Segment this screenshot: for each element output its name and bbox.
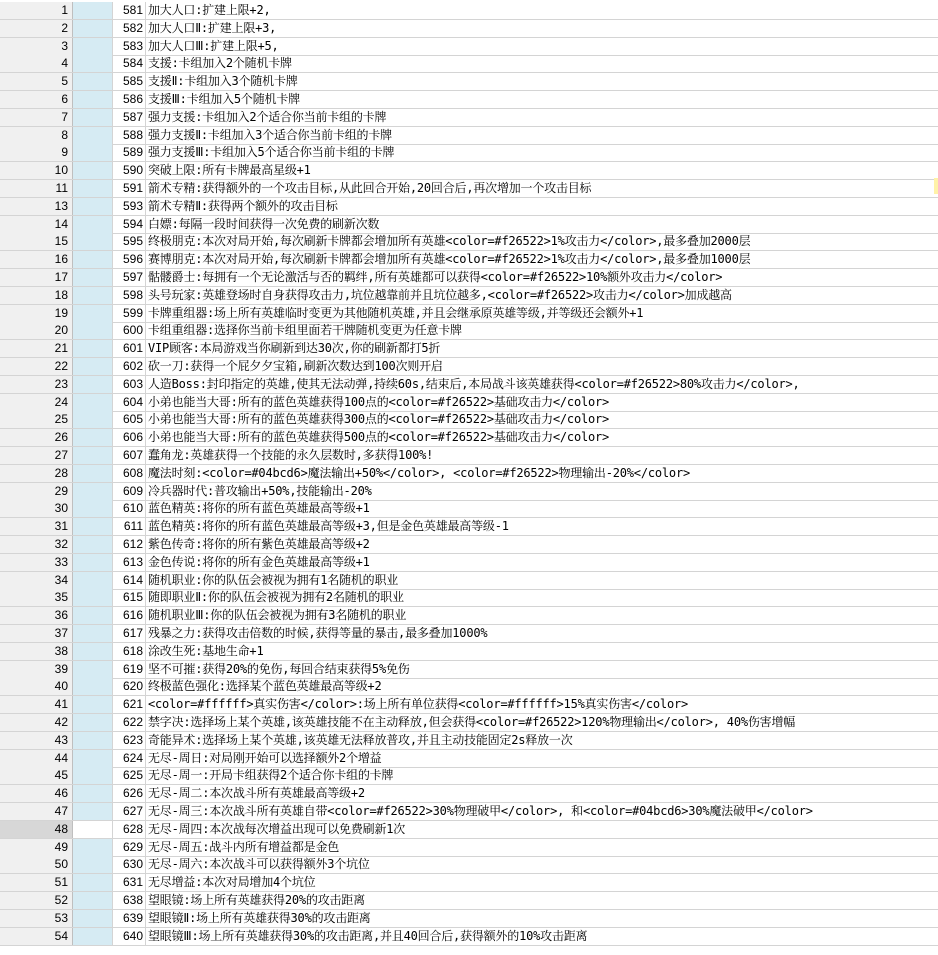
description-cell[interactable]: 箭术专精Ⅱ:获得两个额外的攻击目标 — [148, 198, 338, 213]
highlighted-cell[interactable] — [73, 856, 113, 873]
row-number-header[interactable]: 39 — [0, 661, 73, 678]
table-row — [0, 839, 938, 857]
table-row — [0, 411, 938, 429]
highlighted-cell[interactable] — [73, 20, 113, 37]
id-cell[interactable]: 603 — [113, 376, 146, 393]
row-number-header[interactable]: 10 — [0, 162, 73, 179]
description-cell[interactable]: 人造Boss:封印指定的英雄,使其无法动弹,持续60s,结束后,本局战斗该英雄获得<color=#f26522>80%攻击力</color>, — [148, 376, 800, 391]
id-cell[interactable]: 606 — [113, 429, 146, 446]
table-row — [0, 465, 938, 483]
description-cell[interactable]: 魔法时刻:<color=#04bcd6>魔法输出+50%</color>, <color=#f26522>物理输出-20%</color> — [148, 465, 691, 480]
highlighted-cell[interactable] — [73, 483, 113, 500]
description-cell[interactable]: 骷髅爵士:每拥有一个无论激活与否的羁绊,所有英雄都可以获得<color=#f26522>10%额外攻击力</color> — [148, 270, 723, 284]
row-number-header[interactable]: 17 — [0, 269, 73, 286]
table-row — [0, 340, 938, 358]
id-cell[interactable]: 618 — [113, 643, 146, 660]
row-number-header[interactable]: 50 — [0, 856, 73, 873]
row-number-header[interactable]: 9 — [0, 144, 73, 161]
row-number-header[interactable]: 44 — [0, 750, 73, 767]
row-number-header[interactable]: 5 — [0, 73, 73, 90]
table-row — [0, 821, 938, 839]
id-cell[interactable]: 625 — [113, 767, 146, 784]
table-row — [0, 144, 938, 162]
row-number-header[interactable]: 3 — [0, 38, 73, 55]
description-cell[interactable]: 加大人口:扩建上限+2, — [148, 3, 271, 17]
id-cell[interactable]: 596 — [113, 251, 146, 268]
table-row — [0, 91, 938, 109]
highlighted-cell[interactable] — [73, 127, 113, 144]
highlighted-cell[interactable] — [73, 180, 113, 197]
description-cell[interactable]: 小弟也能当大哥:所有的蓝色英雄获得100点的<color=#f26522>基础攻击力</color> — [148, 394, 610, 409]
highlighted-cell[interactable] — [73, 38, 113, 55]
table-row — [0, 661, 938, 679]
id-cell[interactable]: 584 — [113, 55, 146, 72]
description-cell[interactable]: 无尽-周一:开局卡组获得2个适合你卡组的卡牌 — [148, 768, 394, 783]
table-row — [0, 856, 938, 874]
table-row — [0, 38, 938, 56]
row-number-header[interactable]: 51 — [0, 874, 73, 891]
description-cell[interactable]: 奇能异术:选择场上某个英雄,该英雄无法释放普攻,并且主动技能固定2s释放一次 — [148, 732, 573, 747]
id-cell[interactable]: 585 — [113, 73, 146, 90]
id-cell[interactable]: 604 — [113, 394, 146, 411]
row-number-header[interactable]: 45 — [0, 767, 73, 784]
id-cell[interactable]: 610 — [113, 500, 146, 517]
highlighted-cell[interactable] — [73, 376, 113, 393]
highlighted-cell[interactable] — [73, 340, 113, 357]
row-number-header[interactable]: 18 — [0, 287, 73, 304]
highlighted-cell[interactable] — [73, 572, 113, 589]
highlighted-cell[interactable] — [73, 767, 113, 784]
highlighted-cell[interactable] — [73, 73, 113, 90]
highlighted-cell[interactable] — [73, 269, 113, 286]
id-cell[interactable]: 595 — [113, 233, 146, 250]
highlighted-cell[interactable] — [73, 322, 113, 339]
id-cell[interactable]: 639 — [113, 910, 146, 927]
id-cell[interactable]: 630 — [113, 856, 146, 873]
description-cell[interactable]: 无尽-周六:本次战斗可以获得额外3个坑位 — [148, 857, 370, 872]
description-cell[interactable]: 随机职业:你的队伍会被视为拥有1名随机的职业 — [148, 572, 399, 587]
highlighted-cell[interactable] — [73, 411, 113, 428]
id-cell[interactable]: 627 — [113, 803, 146, 820]
row-number-header[interactable]: 30 — [0, 500, 73, 517]
description-cell[interactable]: 头号玩家:英雄登场时自身获得攻击力,坑位越靠前并且坑位越多,<color=#f26522>攻击力</color>加成越高 — [148, 287, 732, 302]
highlighted-cell[interactable] — [73, 732, 113, 749]
description-cell[interactable]: 突破上限:所有卡牌最高星级+1 — [148, 163, 311, 178]
highlighted-cell[interactable] — [73, 251, 113, 268]
table-row — [0, 109, 938, 127]
id-cell[interactable]: 623 — [113, 732, 146, 749]
row-number-header[interactable]: 24 — [0, 394, 73, 411]
id-cell[interactable]: 622 — [113, 714, 146, 731]
row-number-header[interactable]: 34 — [0, 572, 73, 589]
highlighted-cell[interactable] — [73, 821, 113, 838]
table-row — [0, 394, 938, 412]
description-cell[interactable]: 残暴之力:获得攻击倍数的时候,获得等量的暴击,最多叠加1000% — [148, 626, 488, 640]
highlighted-cell[interactable] — [73, 2, 113, 19]
row-number-header[interactable]: 28 — [0, 465, 73, 482]
row-number-header[interactable]: 20 — [0, 322, 73, 339]
id-cell[interactable]: 601 — [113, 340, 146, 357]
description-cell[interactable]: 随机职业Ⅲ:你的队伍会被视为拥有3名随机的职业 — [148, 608, 407, 623]
id-cell[interactable]: 594 — [113, 216, 146, 233]
highlighted-cell[interactable] — [73, 589, 113, 606]
highlighted-cell[interactable] — [73, 910, 113, 927]
table-row — [0, 874, 938, 892]
row-number-header[interactable]: 15 — [0, 233, 73, 250]
id-cell[interactable]: 628 — [113, 821, 146, 838]
highlighted-cell[interactable] — [73, 696, 113, 713]
id-cell[interactable]: 586 — [113, 91, 146, 108]
table-row — [0, 216, 938, 234]
id-cell[interactable]: 608 — [113, 465, 146, 482]
highlighted-cell[interactable] — [73, 554, 113, 571]
description-cell[interactable]: 冷兵器时代:普攻输出+50%,技能输出-20% — [148, 483, 372, 498]
table-row — [0, 536, 938, 554]
id-cell[interactable]: 609 — [113, 483, 146, 500]
table-row — [0, 180, 938, 198]
highlighted-cell[interactable] — [73, 500, 113, 517]
highlighted-cell[interactable] — [73, 625, 113, 642]
description-cell[interactable]: 望眼镜Ⅲ:场上所有英雄获得30%的攻击距离,并且40回合后,获得额外的10%攻击距离 — [148, 928, 588, 943]
description-cell[interactable]: 无尽-周日:对局刚开始可以选择额外2个增益 — [148, 750, 382, 765]
id-cell[interactable]: 583 — [113, 38, 146, 55]
table-row — [0, 607, 938, 625]
highlighted-cell[interactable] — [73, 216, 113, 233]
table-row — [0, 20, 938, 38]
highlighted-cell[interactable] — [73, 91, 113, 108]
description-cell[interactable]: 紫色传奇:将你的所有紫色英雄最高等级+2 — [148, 537, 370, 551]
description-cell[interactable]: <color=#ffffff>真实伤害</color>:场上所有单位获得<color=#ffffff>15%真实伤害</color> — [148, 697, 689, 712]
description-cell[interactable]: 望眼镜Ⅱ:场上所有英雄获得30%的攻击距离 — [148, 910, 371, 925]
description-cell[interactable]: 终极蓝色强化:选择某个蓝色英雄最高等级+2 — [148, 679, 382, 694]
table-row — [0, 554, 938, 572]
table-row — [0, 803, 938, 821]
table-row — [0, 750, 938, 768]
row-number-header[interactable]: 29 — [0, 483, 73, 500]
row-number-header[interactable]: 49 — [0, 839, 73, 856]
highlighted-cell[interactable] — [73, 144, 113, 161]
description-cell[interactable]: 蓝色精英:将你的所有蓝色英雄最高等级+1 — [148, 501, 370, 516]
description-cell[interactable]: 禁字决:选择场上某个英雄,该英雄技能不在主动释放,但会获得<color=#f26522>120%物理输出</color>, 40%伤害增幅 — [148, 715, 796, 729]
table-row — [0, 322, 938, 340]
table-row — [0, 358, 938, 376]
row-number-header[interactable]: 31 — [0, 518, 73, 535]
table-row — [0, 305, 938, 323]
table-row — [0, 785, 938, 803]
highlighted-cell[interactable] — [73, 198, 113, 215]
table-row — [0, 251, 938, 269]
description-cell[interactable]: 终极朋克:本次对局开始,每次刷新卡牌都会增加所有英雄<color=#f26522>1%攻击力</color>,最多叠加2000层 — [148, 234, 751, 249]
row-number-header[interactable]: 11 — [0, 180, 73, 197]
row-number-header[interactable]: 47 — [0, 803, 73, 820]
table-row — [0, 447, 938, 465]
id-cell[interactable]: 624 — [113, 750, 146, 767]
id-cell[interactable]: 589 — [113, 144, 146, 161]
table-row — [0, 269, 938, 287]
id-cell[interactable]: 582 — [113, 20, 146, 37]
highlighted-cell[interactable] — [73, 714, 113, 731]
highlighted-cell[interactable] — [73, 55, 113, 72]
description-cell[interactable]: 强力支援Ⅲ:卡组加入5个适合你当前卡组的卡牌 — [148, 145, 395, 160]
table-row — [0, 483, 938, 501]
highlighted-cell[interactable] — [73, 661, 113, 678]
highlighted-cell[interactable] — [73, 162, 113, 179]
table-row — [0, 518, 938, 536]
id-cell[interactable]: 631 — [113, 874, 146, 891]
table-row — [0, 2, 938, 20]
table-row — [0, 376, 938, 394]
row-number-header[interactable]: 23 — [0, 376, 73, 393]
row-number-header[interactable]: 37 — [0, 625, 73, 642]
description-cell[interactable]: 卡组重组器:选择你当前卡组里面若干牌随机变更为任意卡牌 — [148, 323, 462, 338]
id-cell[interactable]: 621 — [113, 696, 146, 713]
description-cell[interactable]: 强力支援Ⅱ:卡组加入3个适合你当前卡组的卡牌 — [148, 127, 392, 142]
highlighted-cell[interactable] — [73, 678, 113, 695]
description-cell[interactable]: 支援Ⅲ:卡组加入5个随机卡牌 — [148, 92, 300, 106]
highlighted-cell[interactable] — [73, 750, 113, 767]
row-number-header[interactable]: 52 — [0, 892, 73, 909]
id-cell[interactable]: 591 — [113, 180, 146, 197]
row-number-header[interactable]: 4 — [0, 55, 73, 72]
row-number-header[interactable]: 16 — [0, 251, 73, 268]
row-number-header[interactable]: 26 — [0, 429, 73, 446]
id-cell[interactable]: 587 — [113, 109, 146, 126]
description-cell[interactable]: 无尽-周二:本次战斗所有英雄最高等级+2 — [148, 786, 365, 801]
highlighted-cell[interactable] — [73, 429, 113, 446]
id-cell[interactable]: 629 — [113, 839, 146, 856]
row-number-header[interactable]: 22 — [0, 358, 73, 375]
table-row — [0, 732, 938, 750]
highlighted-cell[interactable] — [73, 465, 113, 482]
highlighted-cell[interactable] — [73, 785, 113, 802]
table-row — [0, 696, 938, 714]
highlighted-cell[interactable] — [73, 518, 113, 535]
id-cell[interactable]: 597 — [113, 269, 146, 286]
id-cell[interactable]: 640 — [113, 928, 146, 945]
highlighted-cell[interactable] — [73, 287, 113, 304]
id-cell[interactable]: 617 — [113, 625, 146, 642]
row-number-header[interactable]: 19 — [0, 305, 73, 322]
id-cell[interactable]: 616 — [113, 607, 146, 624]
description-cell[interactable]: 蠢角龙:英雄获得一个技能的永久层数时,多获得100%! — [148, 448, 434, 462]
row-number-header[interactable]: 53 — [0, 910, 73, 927]
highlighted-cell[interactable] — [73, 643, 113, 660]
description-cell[interactable]: 小弟也能当大哥:所有的蓝色英雄获得300点的<color=#f26522>基础攻击力</color> — [148, 412, 610, 427]
row-number-header[interactable]: 48 — [0, 821, 73, 838]
highlighted-cell[interactable] — [73, 803, 113, 820]
highlighted-cell[interactable] — [73, 874, 113, 891]
row-number-header[interactable]: 7 — [0, 109, 73, 126]
description-cell[interactable]: 加大人口Ⅱ:扩建上限+3, — [148, 20, 277, 35]
id-cell[interactable]: 581 — [113, 2, 146, 19]
row-number-header[interactable]: 27 — [0, 447, 73, 464]
description-cell[interactable]: 无尽-周三:本次战斗所有英雄自带<color=#f26522>30%物理破甲</color>, 和<color=#04bcd6>30%魔法破甲</color> — [148, 804, 813, 818]
id-cell[interactable]: 615 — [113, 589, 146, 606]
description-cell[interactable]: 赛博朋克:本次对局开始,每次刷新卡牌都会增加所有英雄<color=#f26522>1%攻击力</color>,最多叠加1000层 — [148, 252, 751, 267]
row-number-header[interactable]: 21 — [0, 340, 73, 357]
table-row — [0, 625, 938, 643]
row-number-header[interactable]: 8 — [0, 127, 73, 144]
id-cell[interactable]: 611 — [113, 518, 146, 535]
id-cell[interactable]: 638 — [113, 892, 146, 909]
row-number-header[interactable]: 41 — [0, 696, 73, 713]
row-number-header[interactable]: 6 — [0, 91, 73, 108]
id-cell[interactable]: 593 — [113, 198, 146, 215]
row-number-header[interactable]: 54 — [0, 928, 73, 945]
description-cell[interactable]: 卡牌重组器:场上所有英雄临时变更为其他随机英雄,并且会继承原英雄等级,并等级还会额外+1 — [148, 305, 644, 320]
id-cell[interactable]: 612 — [113, 536, 146, 553]
id-cell[interactable]: 599 — [113, 305, 146, 322]
row-number-header[interactable]: 36 — [0, 607, 73, 624]
id-cell[interactable]: 600 — [113, 322, 146, 339]
table-row — [0, 714, 938, 732]
table-row — [0, 162, 938, 180]
description-cell[interactable]: 加大人口Ⅲ:扩建上限+5, — [148, 38, 279, 53]
description-cell[interactable]: 无尽增益:本次对局增加4个坑位 — [148, 875, 316, 890]
id-cell[interactable]: 626 — [113, 785, 146, 802]
description-cell[interactable]: 支援Ⅱ:卡组加入3个随机卡牌 — [148, 74, 298, 89]
table-row — [0, 73, 938, 91]
table-row — [0, 500, 938, 518]
description-cell[interactable]: 随即职业Ⅱ:你的队伍会被视为拥有2名随机的职业 — [148, 590, 404, 605]
row-number-header[interactable]: 25 — [0, 411, 73, 428]
highlighted-cell[interactable] — [73, 928, 113, 945]
table-row — [0, 643, 938, 661]
table-row — [0, 767, 938, 785]
row-number-header[interactable]: 14 — [0, 216, 73, 233]
table-row — [0, 127, 938, 145]
table-row — [0, 928, 938, 946]
row-number-header[interactable]: 40 — [0, 678, 73, 695]
row-number-header[interactable]: 2 — [0, 20, 73, 37]
table-row — [0, 429, 938, 447]
description-cell[interactable]: VIP顾客:本局游戏当你刷新到达30次,你的刷新都打5折 — [148, 341, 441, 356]
highlighted-cell[interactable] — [73, 536, 113, 553]
description-cell[interactable]: 蓝色精英:将你的所有蓝色英雄最高等级+3,但是金色英雄最高等级-1 — [148, 519, 509, 534]
id-cell[interactable]: 614 — [113, 572, 146, 589]
table-row — [0, 287, 938, 305]
row-number-header[interactable]: 32 — [0, 536, 73, 553]
id-cell[interactable]: 598 — [113, 287, 146, 304]
description-cell[interactable]: 砍一刀:获得一个屁夕夕宝箱,刷新次数达到100次则开启 — [148, 359, 443, 373]
description-cell[interactable]: 无尽-周五:战斗内所有增益都是金色 — [148, 839, 340, 854]
id-cell[interactable]: 605 — [113, 411, 146, 428]
highlighted-cell[interactable] — [73, 233, 113, 250]
description-cell[interactable]: 白嫖:每隔一段时间获得一次免费的刷新次数 — [148, 216, 380, 231]
description-cell[interactable]: 支援:卡组加入2个随机卡牌 — [148, 56, 292, 71]
table-row — [0, 910, 938, 928]
row-number-header[interactable]: 33 — [0, 554, 73, 571]
description-cell[interactable]: 望眼镜:场上所有英雄获得20%的攻击距离 — [148, 893, 365, 907]
highlighted-cell[interactable] — [73, 109, 113, 126]
description-cell[interactable]: 小弟也能当大哥:所有的蓝色英雄获得500点的<color=#f26522>基础攻击力</color> — [148, 430, 610, 445]
id-cell[interactable]: 588 — [113, 127, 146, 144]
table-row — [0, 198, 938, 216]
highlighted-cell[interactable] — [73, 305, 113, 322]
id-cell[interactable]: 607 — [113, 447, 146, 464]
highlighted-cell[interactable] — [73, 358, 113, 375]
id-cell[interactable]: 620 — [113, 678, 146, 695]
highlighted-cell[interactable] — [73, 394, 113, 411]
id-cell[interactable]: 619 — [113, 661, 146, 678]
id-cell[interactable]: 590 — [113, 162, 146, 179]
highlighted-cell[interactable] — [73, 839, 113, 856]
description-cell[interactable]: 强力支援:卡组加入2个适合你当前卡组的卡牌 — [148, 109, 387, 124]
description-cell[interactable]: 箭术专精:获得额外的一个攻击目标,从此回合开始,20回合后,再次增加一个攻击目标 — [148, 181, 592, 195]
description-cell[interactable]: 无尽-周四:本次战每次增益出现可以免费刷新1次 — [148, 821, 406, 836]
row-number-header[interactable]: 46 — [0, 785, 73, 802]
description-cell[interactable]: 金色传说:将你的所有金色英雄最高等级+1 — [148, 554, 370, 569]
row-number-header[interactable]: 13 — [0, 198, 73, 215]
table-row — [0, 589, 938, 607]
table-row — [0, 55, 938, 73]
highlighted-cell[interactable] — [73, 607, 113, 624]
row-number-header[interactable]: 35 — [0, 589, 73, 606]
row-number-header[interactable]: 42 — [0, 714, 73, 731]
table-row — [0, 892, 938, 910]
highlighted-cell[interactable] — [73, 892, 113, 909]
edge-highlight-marker — [934, 178, 938, 194]
id-cell[interactable]: 613 — [113, 554, 146, 571]
highlighted-cell[interactable] — [73, 447, 113, 464]
row-number-header[interactable]: 43 — [0, 732, 73, 749]
id-cell[interactable]: 602 — [113, 358, 146, 375]
row-number-header[interactable]: 1 — [0, 2, 73, 19]
description-cell[interactable]: 坚不可摧:获得20%的免伤,每回合结束获得5%免伤 — [148, 661, 410, 676]
table-row — [0, 678, 938, 696]
table-row — [0, 233, 938, 251]
table-row — [0, 572, 938, 590]
description-cell[interactable]: 涂改生死:基地生命+1 — [148, 643, 264, 658]
row-number-header[interactable]: 38 — [0, 643, 73, 660]
